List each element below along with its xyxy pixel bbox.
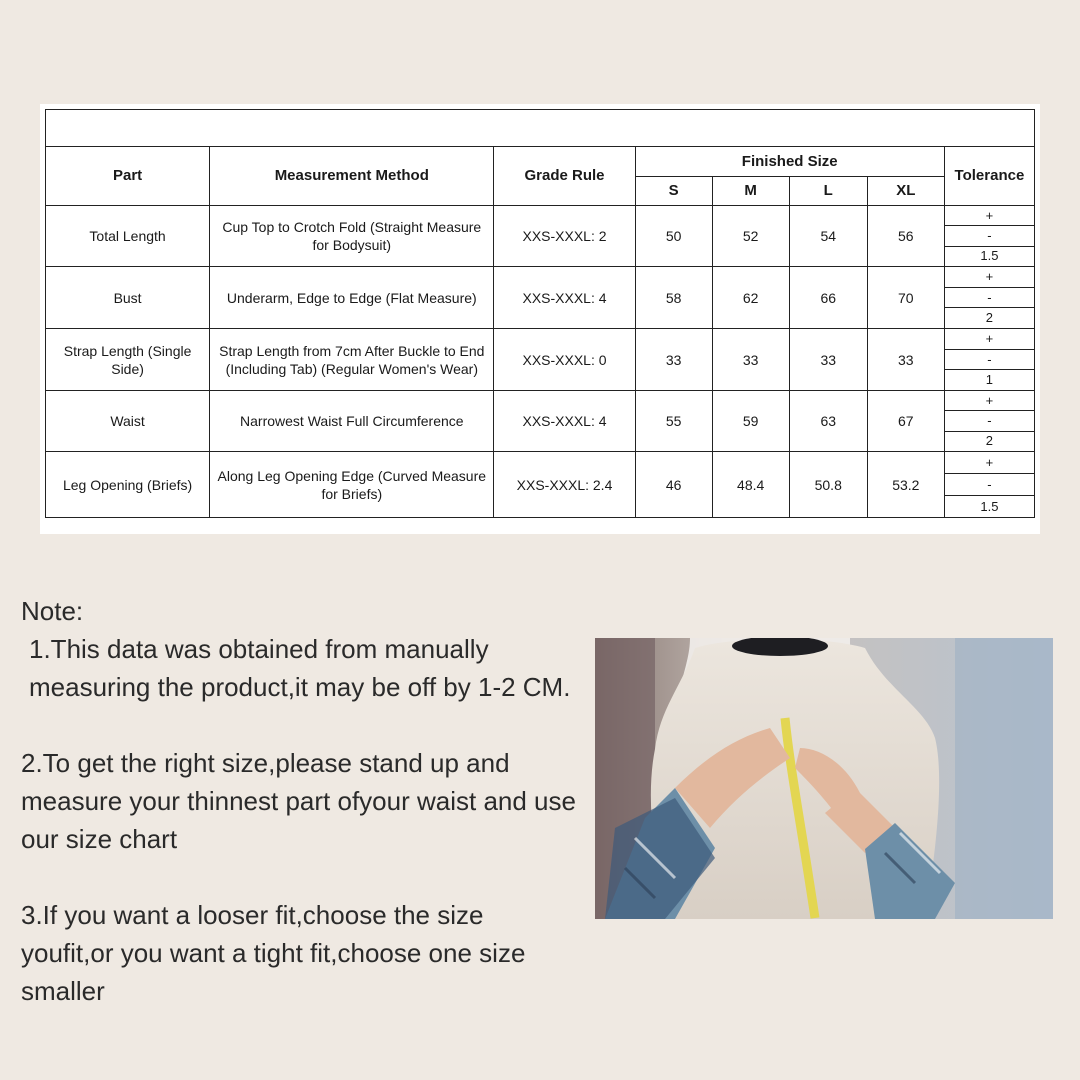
row-value-s: 55 [635, 391, 712, 452]
tolerance-plus: + [945, 452, 1034, 474]
tolerance-plus: + [945, 206, 1034, 226]
row-part: Strap Length (Single Side) [46, 329, 210, 391]
row-value-l: 54 [789, 206, 867, 267]
row-part: Total Length [46, 206, 210, 267]
header-size-l: L [789, 177, 867, 206]
row-tolerance [944, 452, 1034, 518]
header-grade: Grade Rule [494, 147, 635, 206]
row-value-xl: 70 [867, 267, 944, 329]
tolerance-value: 1.5 [980, 498, 999, 514]
row-tolerance [944, 329, 1034, 391]
row-grade: XXS-XXXL: 4 [494, 391, 635, 452]
row-method: Cup Top to Crotch Fold (Straight Measure for Bodysuit) [210, 206, 494, 267]
tolerance-value: 1 [985, 372, 994, 388]
note-item-3: 3.If you want a looser fit,choose the size youfit,or you want a tight fit,choose one size smaller [21, 900, 526, 1006]
row-value-s: 33 [635, 329, 712, 391]
table-row [46, 329, 1035, 391]
table-blank-cell [46, 110, 1035, 147]
tolerance-minus: - [945, 288, 1034, 309]
tolerance-value: 2 [985, 433, 994, 449]
row-value-s: 46 [635, 452, 712, 518]
row-value-xl: 53.2 [867, 452, 944, 518]
row-value-l: 33 [789, 329, 867, 391]
row-tolerance [944, 267, 1034, 329]
table-row [46, 206, 1035, 267]
header-tolerance: Tolerance [944, 147, 1034, 206]
row-tolerance [944, 206, 1034, 267]
row-value-m: 48.4 [712, 452, 789, 518]
size-chart-card [40, 104, 1040, 534]
row-value-m: 33 [712, 329, 789, 391]
header-row [46, 147, 1035, 177]
row-value-m: 62 [712, 267, 789, 329]
notes-section [21, 592, 581, 1010]
row-method: Along Leg Opening Edge (Curved Measure for Briefs) [210, 452, 494, 518]
header-part: Part [46, 147, 210, 206]
row-value-s: 58 [635, 267, 712, 329]
tolerance-minus: - [945, 411, 1034, 431]
row-grade: XXS-XXXL: 0 [494, 329, 635, 391]
note-item-2: 2.To get the right size,please stand up and measure your thinnest part ofyour waist and use our size chart [21, 748, 576, 854]
row-value-xl: 56 [867, 206, 944, 267]
row-value-xl: 67 [867, 391, 944, 452]
row-tolerance [944, 391, 1034, 452]
tolerance-minus: - [945, 350, 1034, 371]
notes-title: Note: [21, 596, 84, 626]
row-part: Waist [46, 391, 210, 452]
row-grade: XXS-XXXL: 4 [494, 267, 635, 329]
header-method: Measurement Method [210, 147, 494, 206]
header-size-s: S [635, 177, 712, 206]
tolerance-plus: + [945, 329, 1034, 350]
row-value-l: 50.8 [789, 452, 867, 518]
tolerance-minus: - [945, 474, 1034, 496]
table-blank-row [46, 110, 1035, 147]
row-value-m: 59 [712, 391, 789, 452]
header-size-m: M [712, 177, 789, 206]
note-item-1: 1.This data was obtained from manually measuring the product,it may be off by 1-2 CM. [29, 634, 571, 702]
row-value-xl: 33 [867, 329, 944, 391]
row-method: Strap Length from 7cm After Buckle to End (Including Tab) (Regular Women's Wear) [210, 329, 494, 391]
tolerance-value: 1.5 [980, 248, 999, 264]
row-method: Underarm, Edge to Edge (Flat Measure) [210, 267, 494, 329]
row-part: Leg Opening (Briefs) [46, 452, 210, 518]
size-chart-table [45, 109, 1035, 518]
tolerance-value: 2 [985, 310, 994, 326]
row-part: Bust [46, 267, 210, 329]
row-value-s: 50 [635, 206, 712, 267]
row-method: Narrowest Waist Full Circumference [210, 391, 494, 452]
row-grade: XXS-XXXL: 2 [494, 206, 635, 267]
tolerance-plus: + [945, 391, 1034, 411]
tolerance-minus: - [945, 226, 1034, 246]
row-value-m: 52 [712, 206, 789, 267]
row-value-l: 63 [789, 391, 867, 452]
table-row [46, 391, 1035, 452]
row-value-l: 66 [789, 267, 867, 329]
mannequin-measuring-illustration [595, 638, 1053, 919]
tailor-measuring-photo [595, 638, 1053, 919]
table-row [46, 452, 1035, 518]
table-row [46, 267, 1035, 329]
row-grade: XXS-XXXL: 2.4 [494, 452, 635, 518]
header-finished-size: Finished Size [635, 147, 944, 177]
tolerance-plus: + [945, 267, 1034, 288]
header-size-xl: XL [867, 177, 944, 206]
